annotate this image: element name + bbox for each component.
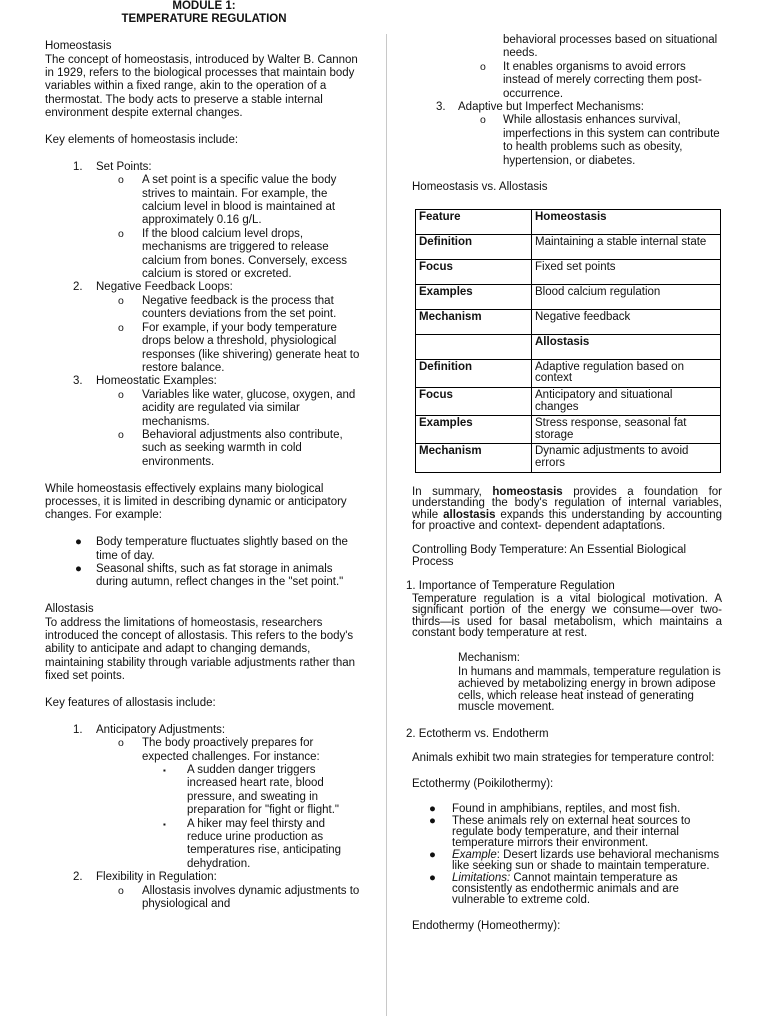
list-item bbox=[45, 871, 363, 911]
table-row bbox=[416, 444, 721, 472]
table-row bbox=[416, 284, 721, 309]
controlling-heading: Controlling Body Temperature: An Essential Biological Process bbox=[412, 543, 687, 568]
sub-list-item bbox=[45, 737, 363, 871]
list-item-text: : Desert lizards use behavioral mechanisms like seeking sun or shade to maintain temperature. bbox=[452, 848, 720, 873]
table-cell: Definition bbox=[416, 234, 532, 259]
table-cell: Dynamic adjustments to avoid errors bbox=[532, 444, 721, 472]
circle-bullet-icon: o bbox=[118, 388, 124, 401]
list-item-label: Adaptive but Imperfect Mechanisms: bbox=[458, 101, 644, 114]
list-item-label: Homeostatic Examples: bbox=[96, 375, 217, 388]
square-bullet-icon: ▪ bbox=[163, 819, 166, 829]
homeostasis-paragraph: The concept of homeostasis, introduced by Walter B. Cannon in 1929, refers to the biological processes that maintain body variables within a fixed range, akin to the operation of a thermostat. The body acts to preserve a stable internal environment despite external changes. bbox=[45, 53, 358, 120]
sub-list-item bbox=[45, 322, 363, 376]
circle-bullet-icon: o bbox=[118, 737, 124, 750]
ecto-endo-heading: 2. Ectotherm vs. Endotherm bbox=[406, 727, 549, 740]
table-cell: Maintaining a stable internal state bbox=[532, 234, 721, 259]
table-row bbox=[416, 359, 721, 387]
list-item-text: These animals rely on external heat sources to regulate body temperature, and their internal temperature mirrors their environment. bbox=[452, 814, 691, 850]
sub-item-text: Behavioral adjustments also contribute, such as seeking warmth in cold environments. bbox=[142, 428, 343, 468]
importance-heading: 1. Importance of Temperature Regulation bbox=[406, 580, 615, 593]
square-bullet-icon: ▪ bbox=[163, 766, 166, 776]
list-item bbox=[412, 850, 722, 873]
summary-paragraph bbox=[412, 487, 722, 533]
continued-sub-item bbox=[412, 34, 722, 61]
module-title: MODULE 1: bbox=[172, 0, 236, 12]
list-item-label: Flexibility in Regulation: bbox=[96, 871, 217, 884]
sub-list-item bbox=[45, 228, 363, 282]
table-cell: Blood calcium regulation bbox=[532, 284, 721, 309]
sub-item-text: Allostasis involves dynamic adjustments to physiological and bbox=[142, 884, 360, 911]
table-header-cell: Allostasis bbox=[532, 334, 721, 359]
sub-item-text: Negative feedback is the process that counters deviations from the set point. bbox=[142, 294, 337, 321]
sub-item-text: While allostasis enhances survival, imperfections in this system can contribute to health problems such as obesity, hypertension, or diabetes. bbox=[503, 114, 720, 167]
table-header-cell: Feature bbox=[416, 209, 532, 234]
table-cell: Mechanism bbox=[416, 309, 532, 334]
sub-list-item bbox=[45, 429, 363, 469]
circle-bullet-icon: o bbox=[118, 428, 124, 441]
list-number: 2. bbox=[73, 281, 83, 294]
table-cell: Examples bbox=[416, 284, 532, 309]
table-cell: Anticipatory and situational changes bbox=[532, 388, 721, 416]
homeostasis-heading: Homeostasis bbox=[45, 40, 112, 53]
table-cell: Definition bbox=[416, 359, 532, 387]
importance-paragraph: Temperature regulation is a vital biological motivation. A significant portion of the energy we consume—over two-thirds—is used for basal metabolism, which maintains a constant body temperature at rest. bbox=[412, 592, 722, 640]
table-row bbox=[416, 334, 721, 359]
sub-list-item bbox=[412, 61, 722, 101]
list-item bbox=[45, 161, 363, 282]
list-number: 1. bbox=[73, 723, 83, 736]
table-header-cell: Homeostasis bbox=[532, 209, 721, 234]
comparison-heading: Homeostasis vs. Allostasis bbox=[412, 181, 548, 194]
list-item-label: Negative Feedback Loops: bbox=[96, 281, 233, 294]
bullet-icon: ● bbox=[429, 803, 436, 816]
table-cell bbox=[416, 334, 532, 359]
sub-item-text: The body proactively prepares for expected challenges. For instance: bbox=[142, 737, 320, 763]
circle-bullet-icon: o bbox=[480, 60, 486, 73]
bullet-icon: ● bbox=[75, 536, 82, 549]
circle-bullet-icon: o bbox=[480, 114, 486, 127]
sub-item-text: It enables organisms to avoid errors instead of merely correcting them post-occurrence. bbox=[503, 60, 702, 100]
summary-text: expands this understanding by accounting for proactive and context- dependent adaptations. bbox=[412, 508, 723, 533]
table-row bbox=[416, 234, 721, 259]
limitations-list bbox=[45, 536, 363, 590]
list-item bbox=[45, 281, 363, 375]
list-item-text: Found in amphibians, reptiles, and most fish. bbox=[452, 803, 681, 816]
list-item-label: Anticipatory Adjustments: bbox=[96, 723, 226, 736]
right-column bbox=[406, 0, 723, 933]
circle-bullet-icon: o bbox=[118, 884, 124, 897]
list-number: 3. bbox=[436, 101, 446, 114]
summary-text: provides a foundation for understanding the body's regulation of internal variables, while bbox=[412, 485, 722, 521]
sub-item-text: A set point is a specific value the body strives to maintain. For example, the calcium level in blood is maintained at approximately 0.16 g/L. bbox=[142, 174, 337, 227]
list-item-text: Seasonal shifts, such as fat storage in animals during autumn, reflect changes in the "set point." bbox=[96, 562, 344, 589]
sub-list-item bbox=[412, 114, 722, 168]
list-item bbox=[45, 375, 363, 469]
key-features-intro: Key features of allostasis include: bbox=[45, 697, 216, 710]
circle-bullet-icon: o bbox=[118, 321, 124, 334]
table-cell: Negative feedback bbox=[532, 309, 721, 334]
list-item bbox=[45, 536, 363, 563]
example-label: Example bbox=[452, 848, 497, 861]
table-cell: Focus bbox=[416, 259, 532, 284]
list-item-text: Body temperature fluctuates slightly based on the time of day. bbox=[96, 536, 348, 562]
sub-list-item bbox=[45, 389, 363, 429]
mechanism-label: Mechanism: bbox=[458, 651, 520, 664]
summary-homeostasis-term: homeostasis bbox=[492, 485, 563, 498]
left-column bbox=[45, 0, 363, 912]
list-item bbox=[45, 724, 363, 871]
list-number: 2. bbox=[73, 871, 83, 884]
sub-item-text: Variables like water, glucose, oxygen, and acidity are regulated via similar mechanisms. bbox=[142, 388, 356, 428]
limitations-label: Limitations: bbox=[452, 871, 511, 884]
bullet-icon: ● bbox=[429, 871, 436, 884]
table-cell: Focus bbox=[416, 388, 532, 416]
allostasis-features-list bbox=[45, 724, 363, 912]
list-item bbox=[412, 101, 722, 114]
table-row bbox=[416, 416, 721, 444]
list-item bbox=[45, 563, 363, 590]
ectothermy-heading: Ectothermy (Poikilothermy): bbox=[412, 777, 554, 790]
table-cell: Stress response, seasonal fat storage bbox=[532, 416, 721, 444]
allostasis-heading: Allostasis bbox=[45, 603, 94, 616]
sub-sub-item-text: A sudden danger triggers increased heart rate, blood pressure, and sweating in preparation for "fight or flight." bbox=[187, 764, 339, 817]
ectothermy-list bbox=[412, 804, 722, 907]
sub-list-item bbox=[45, 295, 363, 322]
homeostasis-elements-list bbox=[45, 161, 363, 469]
sub-sub-list-item bbox=[45, 764, 363, 818]
sub-item-text: If the blood calcium level drops, mechanisms are triggered to release calcium from bones. Conversely, excess calcium is stored or excreted. bbox=[142, 227, 347, 281]
table-row bbox=[416, 309, 721, 334]
table-cell: Mechanism bbox=[416, 444, 532, 472]
table-cell: Examples bbox=[416, 416, 532, 444]
list-number: 3. bbox=[73, 375, 83, 388]
table-cell: Fixed set points bbox=[532, 259, 721, 284]
module-subtitle: TEMPERATURE REGULATION bbox=[121, 13, 287, 26]
sub-item-text: behavioral processes based on situational needs. bbox=[503, 34, 718, 60]
endothermy-heading: Endothermy (Homeothermy): bbox=[412, 919, 561, 932]
sub-sub-list-item bbox=[45, 818, 363, 872]
strategies-paragraph: Animals exhibit two main strategies for temperature control: bbox=[412, 752, 715, 765]
list-number: 1. bbox=[73, 160, 83, 173]
allostasis-paragraph: To address the limitations of homeostasis, researchers introduced the concept of allostasis. This refers to the body's ability to anticipate and adapt to changing demands, maintaining stability through variable adjustments rather than fixed set points. bbox=[45, 616, 356, 683]
table-row bbox=[416, 388, 721, 416]
bullet-icon: ● bbox=[429, 814, 436, 827]
list-item-text: Cannot maintain temperature as consistently as endothermic animals and are vulnerable to extreme cold. bbox=[452, 871, 679, 907]
summary-allostasis-term: allostasis bbox=[443, 508, 496, 521]
table-row bbox=[416, 259, 721, 284]
key-elements-intro: Key elements of homeostasis include: bbox=[45, 134, 239, 147]
list-item-label: Set Points: bbox=[96, 160, 152, 173]
sub-list-item bbox=[45, 174, 363, 228]
column-divider bbox=[386, 34, 387, 1016]
sub-sub-item-text: A hiker may feel thirsty and reduce urine production as temperatures rise, anticipating dehydration. bbox=[187, 817, 342, 870]
circle-bullet-icon: o bbox=[118, 174, 124, 187]
summary-text: In summary, bbox=[412, 485, 493, 498]
sub-item-text: For example, if your body temperature drops below a threshold, physiological responses (like shivering) generate heat to restore balance. bbox=[142, 321, 360, 374]
bullet-icon: ● bbox=[75, 562, 82, 575]
table-row bbox=[416, 209, 721, 234]
bullet-icon: ● bbox=[429, 848, 436, 861]
circle-bullet-icon: o bbox=[118, 294, 124, 307]
sub-list-item bbox=[45, 885, 363, 912]
limitations-paragraph: While homeostasis effectively explains many biological processes, it is limited in describing dynamic or anticipatory changes. For example: bbox=[45, 482, 347, 522]
mechanism-paragraph: In humans and mammals, temperature regulation is achieved by metabolizing energy in brown adipose cells, which release heat instead of generating muscle movement. bbox=[458, 666, 721, 714]
comparison-table bbox=[415, 209, 721, 473]
table-cell: Adaptive regulation based on context bbox=[532, 359, 721, 387]
list-item bbox=[412, 873, 722, 907]
list-item bbox=[412, 816, 722, 850]
circle-bullet-icon: o bbox=[118, 227, 124, 240]
